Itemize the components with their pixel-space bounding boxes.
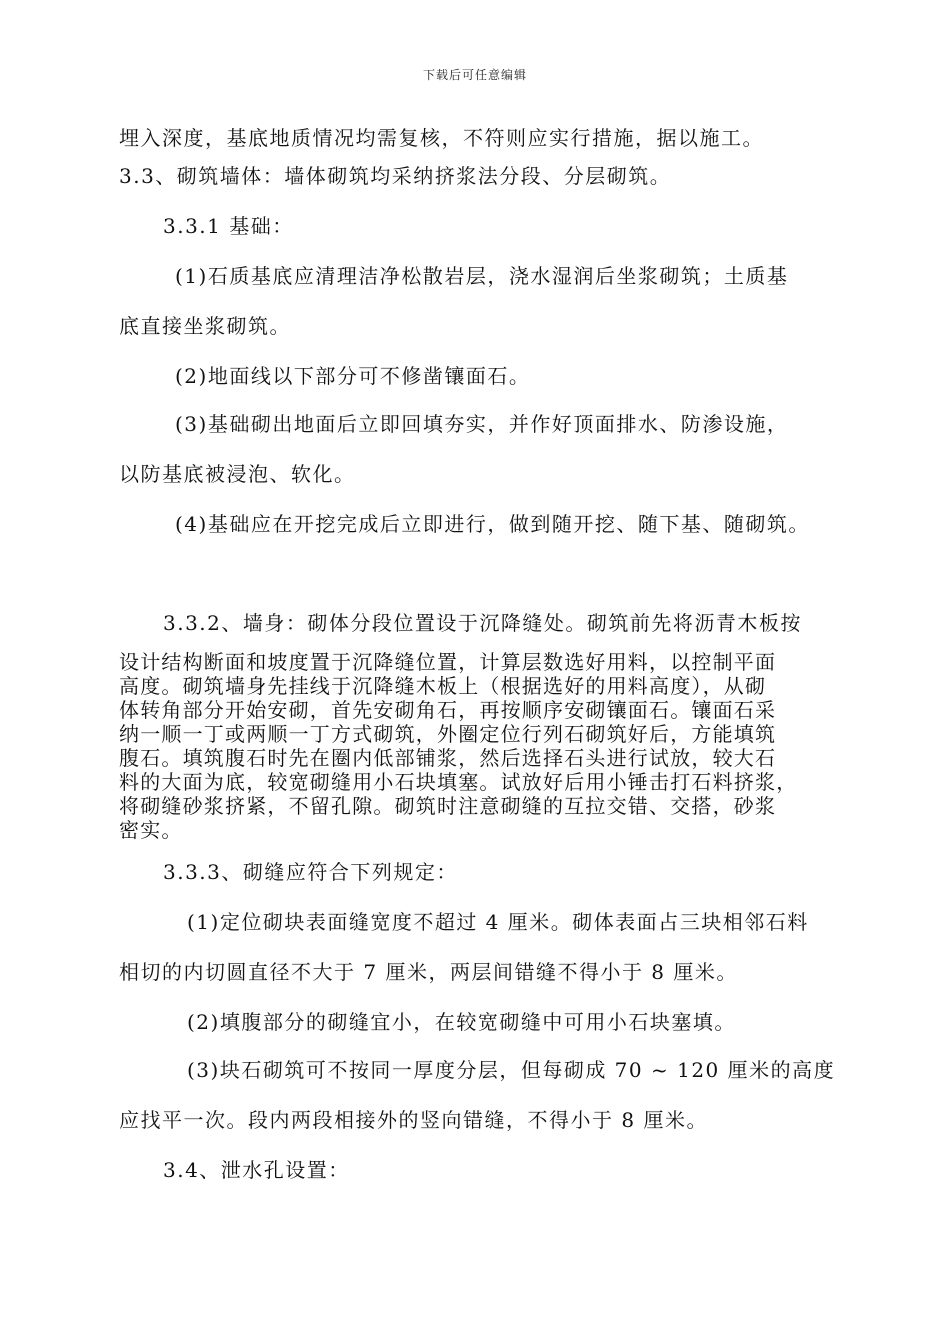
section-heading-3-3: 3.3、砌筑墙体：墙体砌筑均采纳挤浆法分段、分层砌筑。 — [119, 164, 672, 188]
paragraph-line: 设计结构断面和坡度置于沉降缝位置，计算层数选好用料，以控制平面 — [119, 650, 777, 674]
paragraph-line: 腹石。填筑腹石时先在圈内低部铺浆，然后选择石头进行试放，较大石 — [119, 746, 777, 770]
list-item-3-continued: 以防基底被浸泡、软化。 — [119, 462, 356, 486]
paragraph-line: 料的大面为底，较宽砌缝用小石块填塞。试放好后用小锤击打石料挤浆， — [119, 770, 798, 794]
list-item-1: (1)石质基底应清理洁净松散岩层，浇水湿润后坐浆砌筑；土质基 — [175, 264, 789, 288]
page-header: 下载后可任意编辑 — [422, 68, 527, 82]
paragraph-line: 密实。 — [119, 818, 183, 842]
list-item-1: (1)定位砌块表面缝宽度不超过 4 厘米。砌体表面占三块相邻石料 — [187, 910, 809, 934]
list-item-4: (4)基础应在开挖完成后立即进行，做到随开挖、随下基、随砌筑。 — [175, 512, 810, 536]
subsection-heading-3-3-1: 3.3.1 基础： — [163, 214, 294, 238]
paragraph-line: 高度。砌筑墙身先挂线于沉降缝木板上（根据选好的用料高度），从砌 — [119, 674, 767, 698]
paragraph-line: 将砌缝砂浆挤紧，不留孔隙。砌筑时注意砌缝的互拉交错、交搭，砂浆 — [119, 794, 777, 818]
paragraph-line: 埋入深度，基底地质情况均需复核，不符则应实行措施，据以施工。 — [119, 126, 764, 150]
list-item-1-continued: 相切的内切圆直径不大于 7 厘米，两层间错缝不得小于 8 厘米。 — [119, 960, 738, 984]
list-item-2: (2)填腹部分的砌缝宜小，在较宽砌缝中可用小石块塞填。 — [187, 1010, 736, 1034]
list-item-3: (3)块石砌筑可不按同一厚度分层，但每砌成 70 ~ 120 厘米的高度 — [187, 1058, 836, 1082]
list-item-3-continued: 应找平一次。段内两段相接外的竖向错缝，不得小于 8 厘米。 — [119, 1108, 708, 1132]
wall-body-paragraph — [119, 650, 839, 842]
paragraph-line: 体转角部分开始安砌，首先安砌角石，再按顺序安砌镶面石。镶面石采 — [119, 698, 777, 722]
section-heading-3-4: 3.4、泄水孔设置： — [163, 1158, 350, 1182]
list-item-3: (3)基础砌出地面后立即回填夯实，并作好顶面排水、防渗设施， — [175, 412, 789, 436]
list-item-2: (2)地面线以下部分可不修凿镶面石。 — [175, 364, 531, 388]
subsection-heading-3-3-3: 3.3.3、砌缝应符合下列规定： — [163, 860, 458, 884]
paragraph-line: 纳一顺一丁或两顺一丁方式砌筑，外圈定位行列石砌筑好后，方能填筑 — [119, 722, 777, 746]
list-item-1-continued: 底直接坐浆砌筑。 — [119, 314, 291, 338]
subsection-heading-3-3-2: 3.3.2、墙身：砌体分段位置设于沉降缝处。砌筑前先将沥青木板按 — [163, 611, 802, 635]
